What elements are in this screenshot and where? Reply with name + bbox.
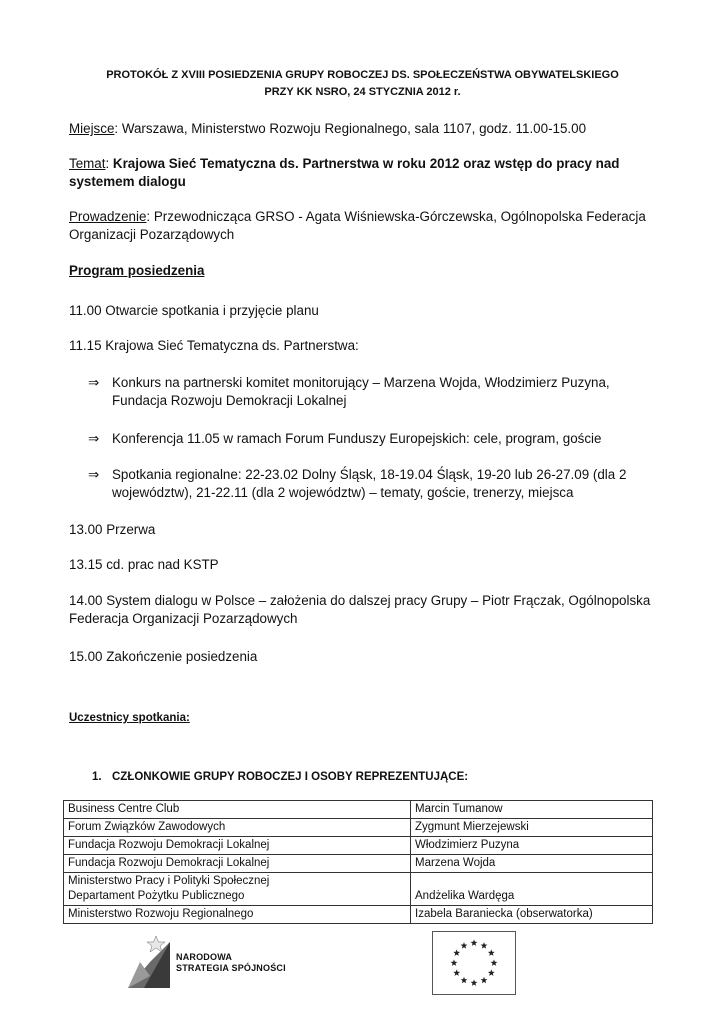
chair-line (69, 208, 659, 244)
section-title: CZŁONKOWIE GRUPY ROBOCZEJ I OSOBY REPREZENTUJĄCE: (112, 771, 469, 783)
table-row (64, 906, 653, 924)
program-item-1300: 13.00 Przerwa (69, 522, 156, 537)
org-cell (64, 873, 411, 906)
org-cell: Business Centre Club (64, 801, 411, 819)
org-cell: Fundacja Rozwoju Demokracji Lokalnej (64, 855, 411, 873)
table-row (64, 801, 653, 819)
arrow-bullet-icon: ⇒ (88, 431, 100, 446)
eu-flag-icon (432, 931, 516, 995)
arrow-bullet-icon: ⇒ (88, 375, 100, 390)
arrow-bullet-icon: ⇒ (88, 467, 100, 482)
members-table (63, 800, 653, 924)
logo-text-line: STRATEGIA SPÓJNOŚCI (176, 963, 286, 973)
section-number: 1. (92, 771, 102, 783)
logo-text-line: NARODOWA (176, 952, 233, 962)
table-row (64, 837, 653, 855)
table-row (64, 873, 653, 906)
person-cell: Zygmunt Mierzejewski (411, 819, 653, 837)
topic-line (69, 155, 659, 191)
program-subitem: Konkurs na partnerski komitet monitorujący – Marzena Wojda, Włodzimierz Puzyna, Fundacja Rozwoju Demokracji Lokalnej (112, 375, 610, 408)
org-line: Departament Pożytku Publicznego (68, 890, 245, 902)
place-line (69, 120, 659, 138)
place-value: : Warszawa, Ministerstwo Rozwoju Regionalnego, sala 1107, godz. 11.00-15.00 (114, 121, 587, 136)
person-cell: Marcin Tumanow (411, 801, 653, 819)
person-cell: Marzena Wojda (411, 855, 653, 873)
chair-label: Prowadzenie (69, 209, 147, 224)
topic-value: Krajowa Sieć Tematyczna ds. Partnerstwa w roku 2012 oraz wstęp do pracy nad systemem dialogu (69, 156, 620, 189)
program-item-1115: 11.15 Krajowa Sieć Tematyczna ds. Partnerstwa: (69, 338, 359, 353)
person-cell: Włodzimierz Puzyna (411, 837, 653, 855)
program-subitem: Spotkania regionalne: 22-23.02 Dolny Śląsk, 18-19.04 Śląsk, 19-20 lub 26-27.09 (dla 2 województw), 21-22.11 (dla 2 województw) – tematy, goście, trenerzy, miejsca (112, 467, 627, 500)
program-item-1100: 11.00 Otwarcie spotkania i przyjęcie planu (69, 303, 319, 318)
document-title-line-1: PROTOKÓŁ Z XVIII POSIEDZENIA GRUPY ROBOCZEJ DS. SPOŁECZEŃSTWA OBYWATELSKIEGO (106, 69, 619, 81)
topic-label: Temat (69, 156, 106, 171)
program-item-1500: 15.00 Zakończenie posiedzenia (69, 649, 258, 664)
program-item-1315: 13.15 cd. prac nad KSTP (69, 557, 219, 572)
place-label: Miejsce (69, 121, 115, 136)
table-row (64, 819, 653, 837)
document-title-line-2: PRZY KK NSRO, 24 STYCZNIA 2012 r. (264, 86, 461, 98)
person-cell: Andżelika Wardęga (411, 873, 653, 906)
org-line: Ministerstwo Pracy i Polityki Społecznej (68, 875, 270, 887)
logo-text (176, 952, 286, 974)
program-heading: Program posiedzenia (69, 263, 205, 278)
topic-separator: : (105, 156, 113, 171)
table-row (64, 855, 653, 873)
program-item-1400: 14.00 System dialogu w Polsce – założenia do dalszej pracy Grupy – Piotr Frączak, Ogólnopolska Federacja Organizacji Pozarządowych (69, 593, 651, 626)
org-cell: Fundacja Rozwoju Demokracji Lokalnej (64, 837, 411, 855)
org-cell: Ministerstwo Rozwoju Regionalnego (64, 906, 411, 924)
chair-value: : Przewodnicząca GRSO - Agata Wiśniewska-Górczewska, Ogólnopolska Federacja Organizacji Pozarządowych (69, 209, 646, 242)
program-subitem: Konferencja 11.05 w ramach Forum Funduszy Europejskich: cele, program, goście (112, 431, 602, 446)
person-cell: Izabela Baraniecka (obserwatorka) (411, 906, 653, 924)
participants-heading: Uczestnicy spotkania: (69, 712, 190, 724)
org-cell: Forum Związków Zawodowych (64, 819, 411, 837)
